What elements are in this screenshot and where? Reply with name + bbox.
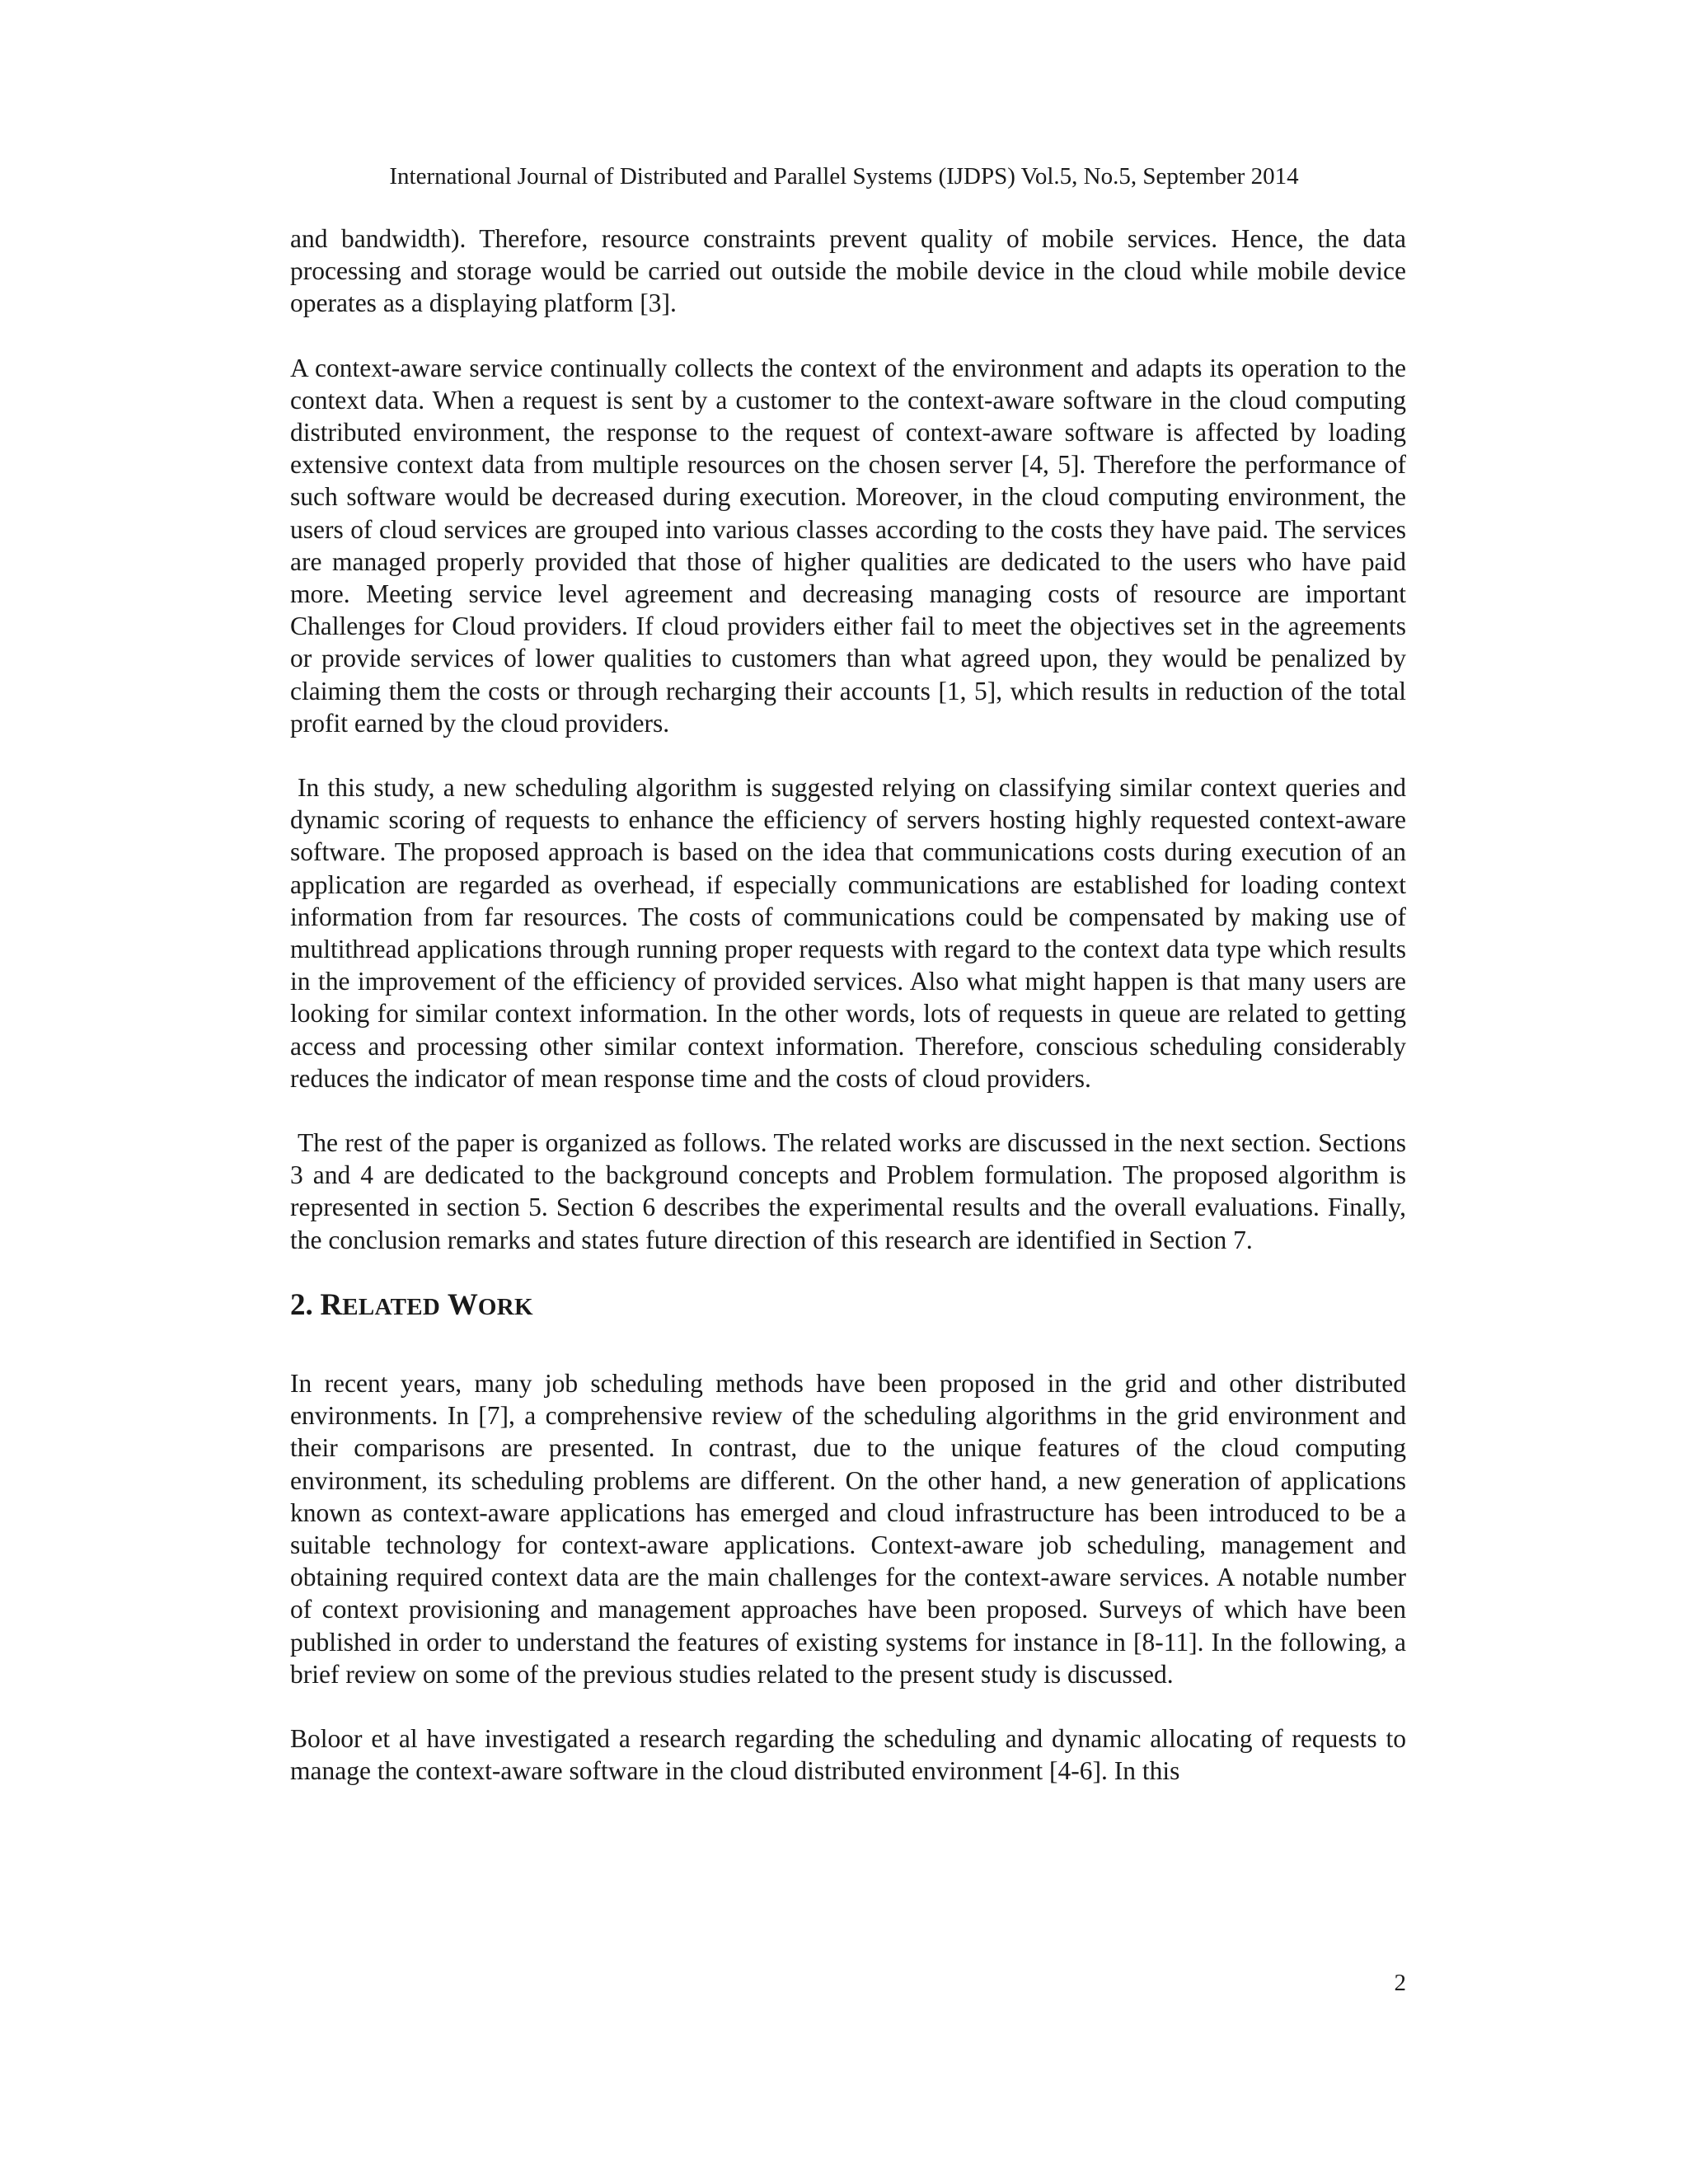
paragraph-paper-organization: The rest of the paper is organized as follows. The related works are discussed in the next section. Sections 3 and 4 are dedicated to the background concepts and Problem formulation. The proposed algorithm is represented in section 5. Section 6 describes the experimental results and the overall evaluations. Finally, the conclusion remarks and states future direction of this research are identified in Section 7. bbox=[290, 1128, 1406, 1254]
running-header: International Journal of Distributed and Parallel Systems (IJDPS) Vol.5, No.5, September 2014 bbox=[389, 163, 1299, 190]
section-title-rest-ork: ORK bbox=[477, 1293, 533, 1320]
paragraph-related-work-overview: In recent years, many job scheduling methods have been proposed in the grid and other distributed environments. In [7], a comprehensive review of the scheduling algorithms in the grid environment and their comparisons are presented. In contrast, due to the unique features of the cloud computing environment, its scheduling problems are different. On the other hand, a new generation of applications known as context-aware applications has emerged and cloud infrastructure has been introduced to be a suitable technology for context-aware applications. Context-aware job scheduling, management and obtaining required context data are the main challenges for the context-aware services. A notable number of context provisioning and management approaches have been proposed. Surveys of which have been published in order to understand the features of existing systems for instance in [8-11]. In the following, a brief review on some of the previous studies related to the present study is discussed. bbox=[290, 1368, 1406, 1689]
paragraph-intro-continuation: and bandwidth). Therefore, resource constraints prevent quality of mobile services. Hence, the data processing and storage would be carried out outside the mobile device in the cloud while mobile device operates as a displaying platform [3]. bbox=[290, 224, 1406, 318]
paragraph-this-study: In this study, a new scheduling algorithm is suggested relying on classifying similar context queries and dynamic scoring of requests to enhance the efficiency of servers hosting highly requested context-aware software. The proposed approach is based on the idea that communications costs during execution of an application are regarded as overhead, if especially communications are established for loading context information from far resources. The costs of communications could be compensated by making use of multithread applications through running proper requests with regard to the context data type which results in the improvement of the efficiency of provided services. Also what might happen is that many users are looking for similar context information. In the other words, lots of requests in queue are related to getting access and processing other similar context information. Therefore, conscious scheduling considerably reduces the indicator of mean response time and the costs of cloud providers. bbox=[290, 773, 1406, 1093]
page-number: 2 bbox=[1394, 1970, 1406, 1996]
paragraph-context-aware-service: A context-aware service continually collects the context of the environment and adapts its operation to the context data. When a request is sent by a customer to the context-aware software in the cloud computing distributed environment, the response to the request of context-aware software is affected by loading extensive context data from multiple resources on the chosen server [4, 5]. Therefore the performance of such software would be decreased during execution. Moreover, in the cloud computing environment, the users of cloud services are grouped into various classes according to the costs they have paid. The services are managed properly provided that those of higher qualities are dedicated to the users who have paid more. Meeting service level agreement and decreasing managing costs of resource are important Challenges for Cloud providers. If cloud providers either fail to meet the objectives set in the agreements or provide services of lower qualities to customers than what agreed upon, they would be penalized by claiming them the costs or through recharging their accounts [1, 5], which results in reduction of the total profit earned by the cloud providers. bbox=[290, 353, 1406, 738]
body-text bbox=[290, 223, 1406, 1819]
section-heading-related-work bbox=[290, 1288, 1406, 1324]
section-title-rest-elated: ELATED bbox=[342, 1293, 441, 1320]
section-title-initial-r: R bbox=[320, 1287, 343, 1322]
paragraph-boloor-study: Boloor et al have investigated a research regarding the scheduling and dynamic allocating of requests to manage the context-aware software in the cloud distributed environment [4-6]. In this bbox=[290, 1723, 1406, 1786]
section-number: 2. bbox=[290, 1287, 313, 1322]
section-title-initial-w: W bbox=[447, 1287, 478, 1322]
